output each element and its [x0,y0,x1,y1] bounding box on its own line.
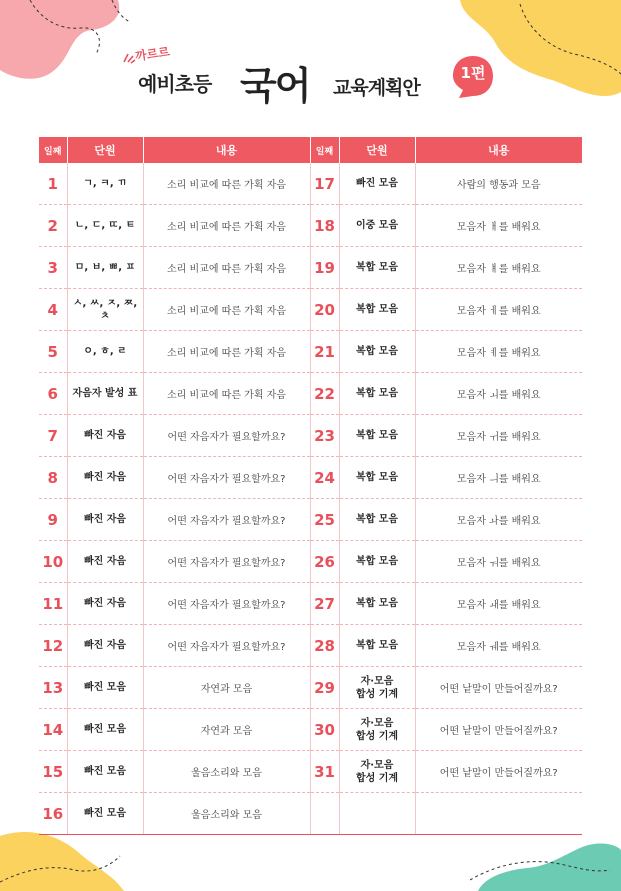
lesson-content-cell [415,499,582,541]
pre-title: 예비초등 [138,72,212,96]
day-number: 3 [47,258,58,277]
day-number: 29 [314,678,335,697]
day-number-cell [310,709,339,751]
table-row [39,499,582,541]
lesson-content-cell [415,289,582,331]
unit-name-cell [67,205,143,247]
lesson-content: 모음자 ㅢ를 배워요 [456,474,541,485]
lesson-plan-table [39,137,582,835]
day-number-cell [39,373,67,415]
lesson-content-cell [143,331,310,373]
unit-name-cell [339,415,415,457]
unit-name: 복합 모음 [355,472,399,483]
day-number: 1 [47,174,58,193]
lesson-content: 모음자 ㅖ를 배워요 [456,348,541,359]
lesson-content: 울음소리와 모음 [191,810,262,821]
lesson-content-cell [143,667,310,709]
day-number: 25 [314,510,335,529]
table-row [39,709,582,751]
plan-title: 교육계획안 [333,77,420,99]
unit-name-cell [339,751,415,793]
day-number: 4 [47,300,58,319]
header-unit: 단원 [67,137,143,163]
day-number-cell [310,415,339,457]
unit-name-cell [339,583,415,625]
day-number: 9 [47,510,58,529]
title-header [0,0,621,130]
day-number-cell [310,457,339,499]
day-number: 11 [42,594,64,613]
lesson-content-cell [415,583,582,625]
lesson-content: 어떤 자음자가 필요할까요? [167,558,286,569]
lesson-content: 사람의 행동과 모음 [456,180,541,191]
day-number-cell [39,583,67,625]
day-number-cell [39,457,67,499]
day-number-cell [310,373,339,415]
edition-label: 1편 [460,64,486,82]
day-number: 5 [47,342,58,361]
day-number-cell [39,163,67,205]
unit-name: 빠진 모음 [83,724,127,735]
table-row [39,751,582,793]
lesson-content: 소리 비교에 따른 가획 자음 [167,390,286,401]
unit-name: 복합 모음 [355,262,399,273]
table-row [39,583,582,625]
unit-name-cell [339,667,415,709]
lesson-content: 모음자 ㅟ를 배워요 [456,432,541,443]
unit-name: 복합 모음 [355,304,399,315]
unit-name: 자음자 발성 표 [72,388,138,399]
unit-name-cell [67,415,143,457]
header-content: 내용 [143,137,310,163]
table-row [39,625,582,667]
day-number-cell [310,247,339,289]
lesson-content-cell [415,751,582,793]
day-number-cell [39,541,67,583]
unit-name: 복합 모음 [355,346,399,357]
lesson-content-cell [143,289,310,331]
lesson-content: 모음자 ㅒ를 배워요 [456,264,541,275]
unit-name-cell [339,499,415,541]
table-header-row [39,137,582,163]
lesson-content-cell [143,373,310,415]
table-row [39,415,582,457]
lesson-content-cell [415,625,582,667]
lesson-content: 모음자 ㅘ를 배워요 [456,516,541,527]
unit-name-cell [339,457,415,499]
unit-name: 복합 모음 [355,556,399,567]
unit-name: 빠진 자음 [83,514,127,525]
day-number: 31 [314,762,335,781]
lesson-content: 소리 비교에 따른 가획 자음 [167,222,286,233]
subject-title: 국어 [240,64,310,108]
unit-name-cell [339,541,415,583]
unit-name: 복합 모음 [355,430,399,441]
lesson-content: 어떤 자음자가 필요할까요? [167,474,286,485]
day-number: 23 [314,426,335,445]
unit-name-cell [339,331,415,373]
day-number: 20 [314,300,335,319]
day-number: 8 [47,468,58,487]
day-number-cell [39,499,67,541]
lesson-content-cell [415,331,582,373]
lesson-content: 모음자 ㅚ를 배워요 [456,390,541,401]
unit-name-cell [67,625,143,667]
day-number: 7 [47,426,58,445]
unit-name-cell [339,373,415,415]
day-number: 12 [42,636,64,655]
day-number-cell [310,289,339,331]
lesson-content: 어떤 자음자가 필요할까요? [167,516,286,527]
unit-name-cell [339,205,415,247]
lesson-content: 울음소리와 모음 [191,768,262,779]
unit-name: 빠진 모음 [355,178,399,189]
day-number: 18 [314,216,335,235]
lesson-content-cell [415,205,582,247]
lesson-content-cell [415,457,582,499]
teal-blob-bottom-right [470,840,621,891]
lesson-content-cell [143,625,310,667]
lesson-content-cell [415,667,582,709]
header-unit: 단원 [339,137,415,163]
day-number: 13 [42,678,64,697]
unit-name-cell [67,247,143,289]
day-number: 15 [42,762,64,781]
table-row [39,247,582,289]
table-row [39,457,582,499]
unit-name: 복합 모음 [355,388,399,399]
day-number-cell [310,541,339,583]
lesson-content: 소리 비교에 따른 가획 자음 [167,264,286,275]
table-row [39,793,582,835]
unit-name: ㅅ, ㅆ, ㅈ, ㅉ, ㅊ [72,297,138,322]
lesson-content-cell [415,709,582,751]
lesson-content-cell [143,163,310,205]
unit-name: 빠진 자음 [83,430,127,441]
day-number-cell [310,331,339,373]
day-number: 28 [314,636,335,655]
lesson-content-cell [143,499,310,541]
lesson-content: 모음자 ㅙ를 배워요 [456,600,541,611]
lesson-content: 자연과 모음 [200,726,253,737]
unit-name: 빠진 모음 [83,808,127,819]
unit-name: ㅇ, ㅎ, ㄹ [83,346,127,357]
unit-name-cell [339,247,415,289]
table-row [39,331,582,373]
lesson-content: 어떤 낱말이 만들어질까요? [439,768,558,779]
day-number-cell [39,793,67,835]
header-day: 일째 [310,137,339,163]
unit-name-cell [67,667,143,709]
day-number: 24 [314,468,335,487]
day-number-cell [310,499,339,541]
day-number: 10 [42,552,64,571]
unit-name-cell [339,163,415,205]
day-number-cell [39,247,67,289]
unit-name: 빠진 자음 [83,556,127,567]
day-number: 14 [42,720,64,739]
lesson-content: 소리 비교에 따른 가획 자음 [167,180,286,191]
unit-name-cell [67,289,143,331]
yellow-blob-bottom-left [0,826,140,891]
table-row [39,541,582,583]
day-number-cell [39,415,67,457]
unit-name-cell [339,709,415,751]
unit-name: 빠진 자음 [83,598,127,609]
lesson-content-cell [415,793,582,835]
unit-name: ㄱ, ㅋ, ㄲ [83,178,127,189]
day-number-cell [310,667,339,709]
unit-name: 복합 모음 [355,640,399,651]
unit-name: 복합 모음 [355,514,399,525]
unit-name: 빠진 자음 [83,640,127,651]
unit-name: 자·모음 합성 기계 [355,675,399,700]
unit-name: 이중 모음 [355,220,399,231]
day-number-cell [310,793,339,835]
unit-name-cell [67,163,143,205]
unit-name: 빠진 모음 [83,766,127,777]
day-number: 2 [47,216,58,235]
lesson-content-cell [415,415,582,457]
lesson-content-cell [143,415,310,457]
unit-name-cell [67,499,143,541]
table-row [39,205,582,247]
unit-name: 복합 모음 [355,598,399,609]
lesson-content-cell [143,541,310,583]
day-number-cell [39,331,67,373]
unit-name: 자·모음 합성 기계 [355,759,399,784]
brand-label: 까르르 [134,44,171,64]
day-number: 27 [314,594,335,613]
header-content: 내용 [415,137,582,163]
unit-name-cell [67,751,143,793]
unit-name: ㄴ, ㄷ, ㄸ, ㅌ [74,220,136,231]
unit-name-cell [67,793,143,835]
lesson-content: 어떤 자음자가 필요할까요? [167,432,286,443]
unit-name-cell [339,625,415,667]
table-row [39,667,582,709]
lesson-content-cell [143,709,310,751]
lesson-content: 모음자 ㅔ를 배워요 [456,306,541,317]
unit-name-cell [67,373,143,415]
lesson-content: 자연과 모음 [200,684,253,695]
unit-name-cell [67,583,143,625]
day-number-cell [310,583,339,625]
day-number-cell [39,751,67,793]
day-number: 16 [42,804,64,823]
lesson-content-cell [143,457,310,499]
day-number-cell [310,163,339,205]
unit-name: 자·모음 합성 기계 [355,717,399,742]
lesson-content-cell [143,205,310,247]
lesson-content-cell [415,541,582,583]
lesson-content: 어떤 자음자가 필요할까요? [167,600,286,611]
lesson-content: 모음자 ㅝ를 배워요 [456,558,541,569]
table-row [39,373,582,415]
lesson-content-cell [415,373,582,415]
lesson-content: 소리 비교에 따른 가획 자음 [167,306,286,317]
unit-name-cell [67,709,143,751]
day-number: 17 [314,174,335,193]
lesson-content-cell [143,751,310,793]
day-number-cell [39,625,67,667]
lesson-content-cell [143,247,310,289]
day-number-cell [310,625,339,667]
unit-name-cell [339,793,415,835]
day-number: 19 [314,258,335,277]
day-number-cell [310,205,339,247]
table-row [39,289,582,331]
lesson-content: 모음자 ㅞ를 배워요 [456,642,541,653]
day-number-cell [39,709,67,751]
day-number: 30 [314,720,335,739]
lesson-content: 어떤 낱말이 만들어질까요? [439,684,558,695]
day-number-cell [310,751,339,793]
day-number-cell [39,289,67,331]
unit-name: 빠진 자음 [83,472,127,483]
lesson-content: 소리 비교에 따른 가획 자음 [167,348,286,359]
unit-name-cell [339,289,415,331]
day-number-cell [39,667,67,709]
lesson-content-cell [415,163,582,205]
day-number: 22 [314,384,335,403]
day-number-cell [39,205,67,247]
lesson-content-cell [415,247,582,289]
unit-name-cell [67,457,143,499]
lesson-content: 어떤 자음자가 필요할까요? [167,642,286,653]
lesson-content: 모음자 ㅐ를 배워요 [456,222,541,233]
lesson-content: 어떤 낱말이 만들어질까요? [439,726,558,737]
table-row [39,163,582,205]
day-number: 6 [47,384,58,403]
unit-name: 빠진 모음 [83,682,127,693]
unit-name-cell [67,331,143,373]
unit-name-cell [67,541,143,583]
header-day: 일째 [39,137,67,163]
day-number: 26 [314,552,335,571]
day-number: 21 [314,342,335,361]
lesson-content-cell [143,793,310,835]
lesson-content-cell [143,583,310,625]
unit-name: ㅁ, ㅂ, ㅃ, ㅍ [74,262,136,273]
